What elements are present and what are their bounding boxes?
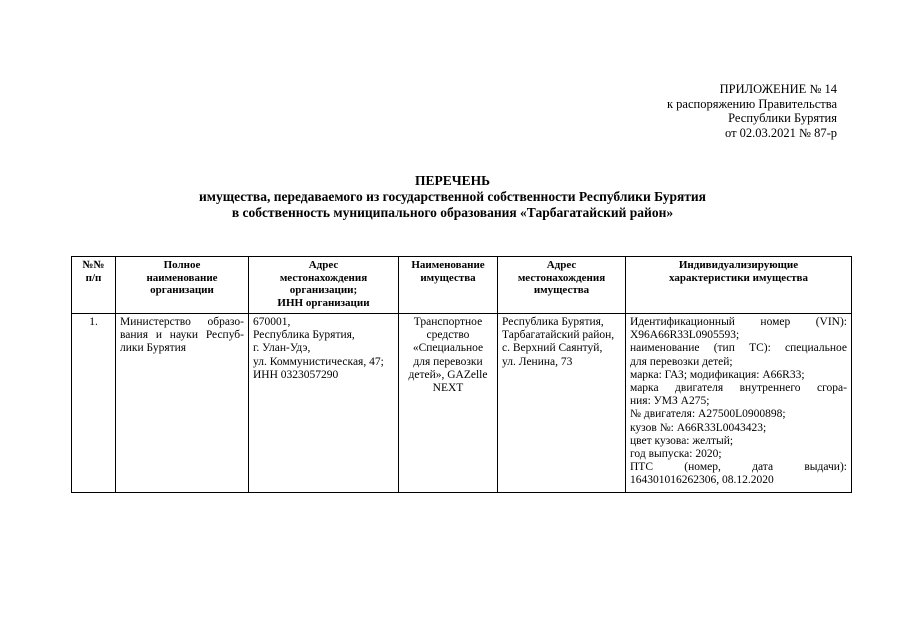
cell-org-address — [249, 314, 399, 493]
table-header-row — [72, 257, 852, 314]
header-text: имущества — [420, 271, 476, 284]
cell-line: NEXT — [432, 382, 464, 395]
cell-line: Транспортное — [413, 316, 483, 328]
header-org-address — [249, 257, 399, 314]
cell-number: 1. — [72, 314, 116, 493]
cell-property-address — [498, 314, 626, 493]
cell-line: «Специальное — [412, 342, 484, 355]
header-number — [72, 257, 116, 314]
title-subtitle-line1: имущества, передаваемого из государственной собственности Республики Бурятия — [199, 189, 706, 204]
header-text: организации; — [289, 284, 358, 297]
header-text: местонахождения — [279, 271, 368, 284]
cell-line: для перевозки детей; — [630, 355, 733, 368]
header-text: Наименование — [411, 259, 485, 271]
cell-characteristics — [626, 314, 852, 493]
cell-line: вания и науки Респуб- — [120, 329, 244, 342]
cell-line: № двигателя: А27500L0900898; — [630, 408, 786, 421]
header-text: характеристики имущества — [669, 271, 808, 284]
appendix-authority: Республики Бурятия — [728, 111, 837, 125]
cell-line: Идентификационный номер (VIN): — [630, 316, 847, 328]
cell-line: марка: ГАЗ; модификация: А66R33; — [630, 368, 805, 381]
cell-line: средство — [426, 329, 470, 342]
header-text: п/п — [85, 271, 102, 284]
table-row — [72, 314, 852, 493]
header-property-name — [399, 257, 498, 314]
cell-line: 164301016262306, 08.12.2020 — [630, 474, 774, 487]
appendix-reference: к распоряжению Правительства — [666, 96, 837, 111]
cell-line: X96A66R33L0905593; — [630, 329, 740, 342]
cell-line: Тарбагатайский район, — [502, 329, 615, 342]
header-text: Полное — [163, 259, 201, 271]
title-main: ПЕРЕЧЕНЬ — [414, 173, 491, 188]
cell-line: Республика Бурятия, — [502, 316, 604, 328]
header-text: местонахождения — [517, 271, 606, 284]
cell-line: ул. Ленина, 73 — [502, 355, 573, 368]
header-text: организации — [150, 284, 214, 297]
title-subtitle-line2: в собственность муниципального образования «Тарбагатайский район» — [231, 205, 674, 220]
cell-line: лики Бурятия — [120, 342, 187, 355]
cell-line: Республика Бурятия, — [253, 329, 355, 342]
header-text: ИНН организации — [277, 296, 370, 309]
appendix-header — [667, 82, 837, 140]
cell-line: марка двигателя внутреннего сгора- — [630, 382, 847, 395]
header-text: Адрес — [546, 259, 577, 271]
cell-line: Министерство образо- — [120, 316, 244, 328]
cell-line: для перевозки — [413, 355, 483, 368]
header-text: Индивидуализирующие — [678, 259, 799, 271]
cell-line: ния: УМЗ А275; — [630, 395, 710, 408]
property-table — [71, 256, 852, 493]
document-title — [0, 173, 905, 221]
cell-organization — [116, 314, 249, 493]
cell-line: ул. Коммунистическая, 47; — [253, 355, 384, 368]
cell-line: с. Верхний Саянтуй, — [502, 342, 603, 355]
cell-property-name — [399, 314, 498, 493]
header-text: имущества — [533, 284, 590, 297]
cell-line: г. Улан-Удэ, — [253, 342, 311, 355]
header-text: №№ — [82, 259, 105, 271]
cell-line: ИНН 0323057290 — [253, 368, 339, 381]
header-characteristics — [626, 257, 852, 314]
appendix-number: ПРИЛОЖЕНИЕ № 14 — [719, 82, 837, 96]
cell-line: кузов №: А66R33L0043423; — [630, 421, 767, 434]
cell-line: год выпуска: 2020; — [630, 448, 722, 461]
cell-line: цвет кузова: желтый; — [630, 434, 734, 447]
cell-line: ПТС (номер, дата выдачи): — [630, 461, 847, 474]
cell-line: 670001, — [253, 316, 291, 328]
header-text: Адрес — [308, 259, 339, 271]
header-organization — [116, 257, 249, 314]
header-text: наименование — [146, 271, 218, 284]
cell-line: детей», GAZelle — [408, 368, 488, 381]
appendix-date: от 02.03.2021 № 87-р — [724, 125, 837, 140]
cell-line: наименование (тип ТС): специальное — [630, 342, 847, 355]
header-property-address — [498, 257, 626, 314]
